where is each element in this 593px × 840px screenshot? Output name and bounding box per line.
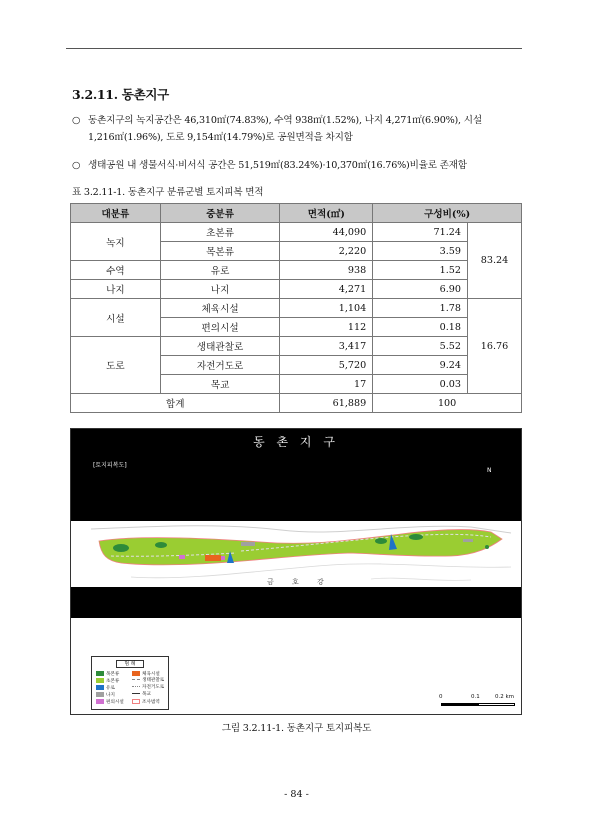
cell-major: 녹지 [71, 223, 161, 261]
cell-area: 3,417 [280, 337, 373, 356]
section-title: 3.2.11. 동촌지구 [72, 87, 169, 102]
page-number: - 84 - [284, 789, 309, 800]
sports-facility [205, 555, 221, 561]
legend-item: 유로 [96, 685, 115, 691]
swatch-icon [96, 692, 104, 697]
swatch-icon [132, 671, 140, 676]
table-row [71, 223, 522, 242]
header-rule [66, 48, 522, 49]
cell-major: 수역 [71, 261, 161, 280]
cell-ratio: 9.24 [373, 356, 468, 375]
bullet-text: 동촌지구의 녹지공간은 46,310㎡(74.83%), 수역 938㎡(1.52%), 나지 4,271㎡(6.90%), 시설 1,216㎡(1.96%), 도로 9,154㎡(14.79%)로 공원면적을 차지함 [88, 115, 482, 143]
cell-area: 1,104 [280, 299, 373, 318]
cell-ratio: 5.52 [373, 337, 468, 356]
cell-minor: 체육시설 [160, 299, 280, 318]
cell-area: 17 [280, 375, 373, 394]
cell-ratio: 1.78 [373, 299, 468, 318]
cell-ratio: 0.03 [373, 375, 468, 394]
cell-ratio: 6.90 [373, 280, 468, 299]
cell-area: 44,090 [280, 223, 373, 242]
table-row [71, 261, 522, 280]
legend-item: 조사범역 [132, 699, 160, 705]
map-legend [91, 656, 169, 710]
scale-tick: 0.1 [471, 694, 480, 700]
header-area: 면적(㎡) [280, 204, 373, 223]
cell-group-ratio-non-habitat: 16.76 [468, 299, 522, 394]
cell-ratio: 1.52 [373, 261, 468, 280]
cell-area: 112 [280, 318, 373, 337]
swatch-icon [96, 671, 104, 676]
cell-area: 5,720 [280, 356, 373, 375]
cell-major: 도로 [71, 337, 161, 394]
land-cover-table [70, 203, 522, 413]
scale-tick: 0.2 km [495, 694, 515, 700]
cell-area: 2,220 [280, 242, 373, 261]
table-header-row [71, 204, 522, 223]
swatch-icon [96, 678, 104, 683]
swatch-icon [96, 685, 104, 690]
line-icon [132, 686, 140, 687]
bullet-mark: ○ [72, 160, 81, 171]
cell-ratio: 71.24 [373, 223, 468, 242]
bullet-habitat-space [72, 157, 524, 174]
swatch-icon [96, 699, 104, 704]
scale-bar [439, 694, 517, 710]
map-title: 동 촌 지 구 [253, 435, 339, 449]
cell-minor: 편의시설 [160, 318, 280, 337]
cell-major: 나지 [71, 280, 161, 299]
legend-item: 목본류 [96, 671, 119, 677]
table-row [71, 280, 522, 299]
header-major: 대분류 [71, 204, 161, 223]
bullet-green-space [72, 112, 524, 146]
scale-tick: 0 [439, 694, 443, 700]
legend-title: 범 례 [116, 660, 144, 668]
cell-minor: 나지 [160, 280, 280, 299]
cell-area: 938 [280, 261, 373, 280]
cell-minor: 목본류 [160, 242, 280, 261]
cell-minor: 자전거도로 [160, 356, 280, 375]
cell-ratio: 0.18 [373, 318, 468, 337]
legend-item: 생태관찰로 [132, 678, 164, 684]
legend-item: 목교 [132, 692, 151, 698]
cell-group-ratio-habitat: 83.24 [468, 223, 522, 299]
table-caption: 표 3.2.11-1. 동촌지구 분류군별 토지피복 면적 [72, 187, 264, 198]
cell-ratio: 3.59 [373, 242, 468, 261]
line-icon [132, 679, 140, 680]
total-area: 61,889 [280, 394, 373, 413]
cell-minor: 목교 [160, 375, 280, 394]
land-cover-map [70, 428, 522, 715]
legend-item: 자전거도로 [132, 685, 164, 691]
table-row [71, 337, 522, 356]
cell-area: 4,271 [280, 280, 373, 299]
header-minor: 중분류 [160, 204, 280, 223]
total-label: 합계 [71, 394, 280, 413]
cell-minor: 유로 [160, 261, 280, 280]
line-icon [132, 693, 140, 694]
figure-caption: 그림 3.2.11-1. 동촌지구 토지피복도 [221, 723, 372, 734]
legend-item: 체육시설 [132, 671, 160, 677]
bullet-text: 생태공원 내 생물서식·비서식 공간은 51,519㎡(83.24%)·10,370㎡(16.76%)비율로 존재함 [88, 160, 467, 171]
river-label: 금 호 강 [267, 578, 332, 586]
cell-minor: 초본류 [160, 223, 280, 242]
legend-item: 초본류 [96, 678, 119, 684]
north-arrow-icon: N [487, 467, 492, 474]
legend-item: 나지 [96, 692, 115, 698]
legend-item: 편의시설 [96, 699, 124, 705]
bullet-mark: ○ [72, 115, 81, 126]
table-total-row [71, 394, 522, 413]
table-row [71, 299, 522, 318]
map-corner-label: [토지피복도] [93, 462, 127, 469]
cell-major: 시설 [71, 299, 161, 337]
swatch-icon [132, 699, 140, 704]
cell-minor: 생태관찰로 [160, 337, 280, 356]
total-ratio: 100 [373, 394, 522, 413]
header-ratio: 구성비(%) [373, 204, 522, 223]
